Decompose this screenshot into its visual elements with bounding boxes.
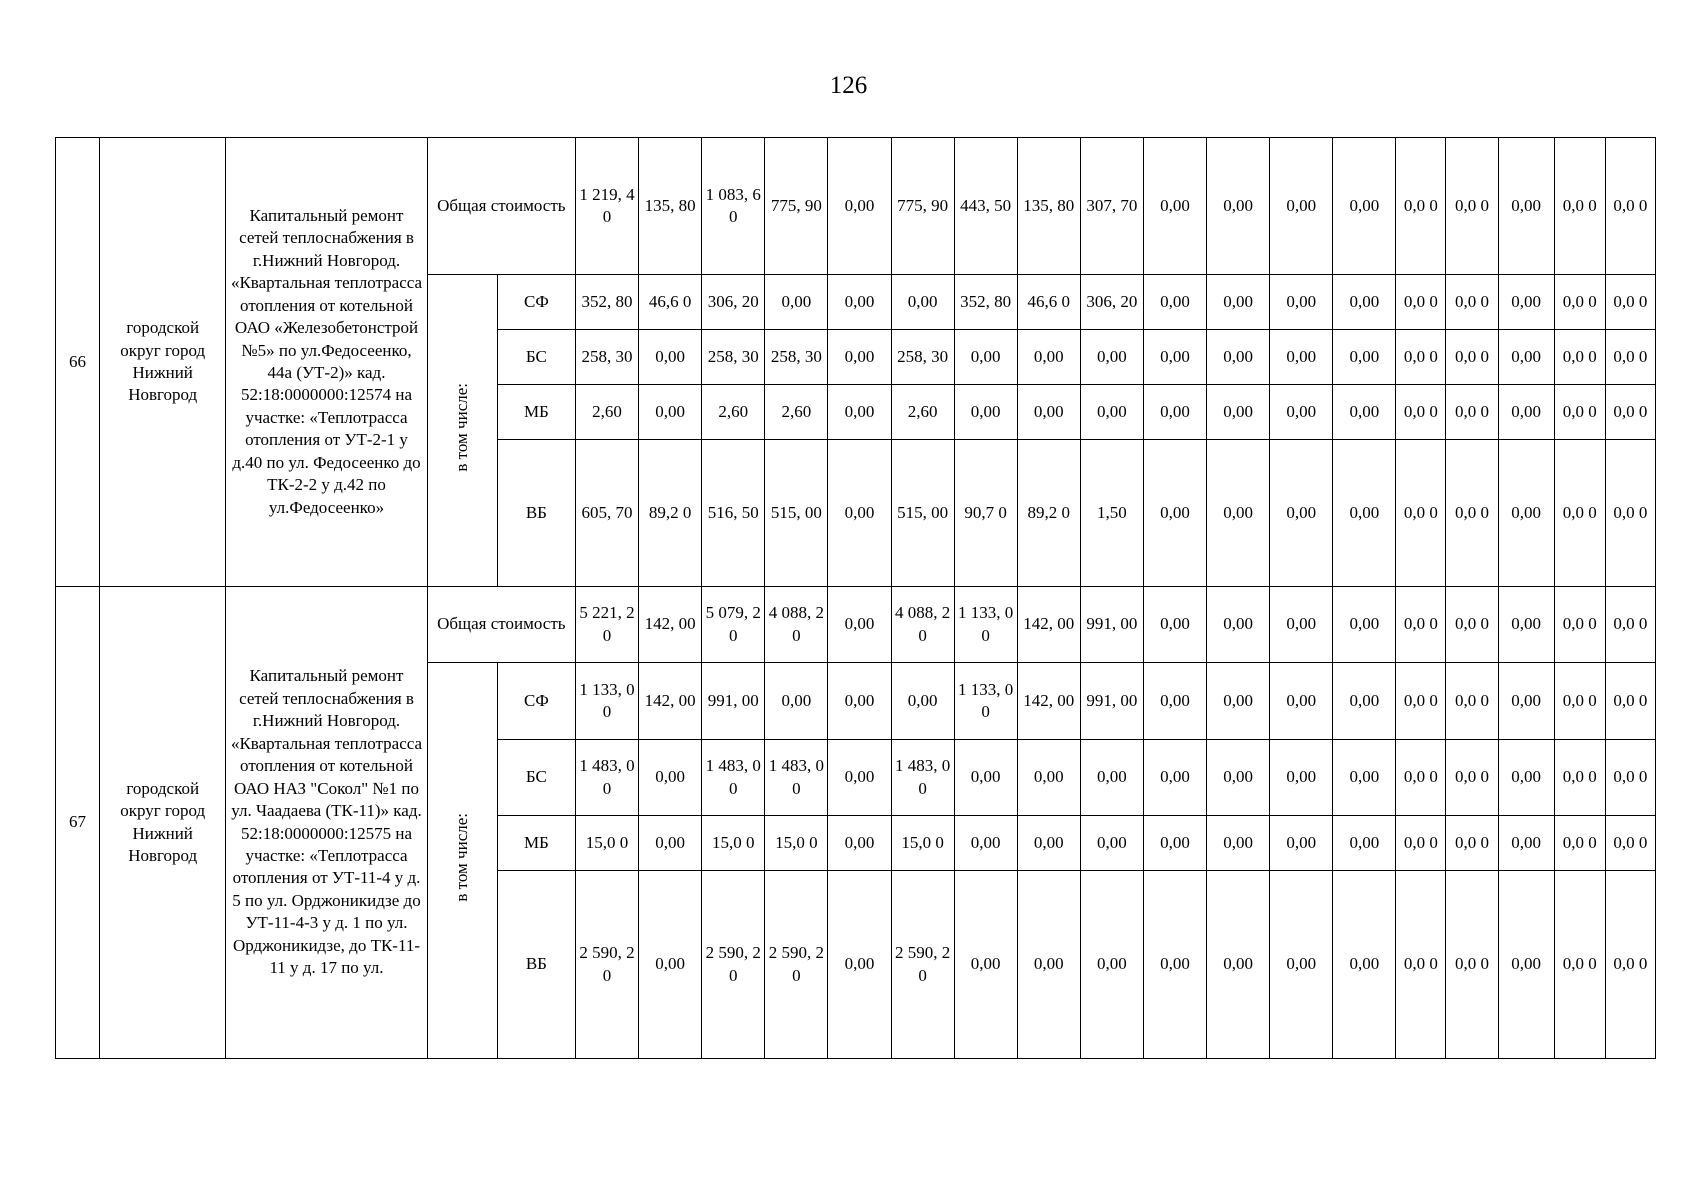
value-cell: 307, 70 [1080, 138, 1143, 275]
value-cell: 0,00 [1207, 663, 1270, 740]
value-cell: 5 079, 20 [702, 587, 765, 663]
value-cell: 15,0 0 [765, 816, 828, 871]
value-cell: 515, 00 [765, 440, 828, 587]
value-cell: 5 221, 20 [575, 587, 638, 663]
value-cell: 0,00 [1207, 871, 1270, 1059]
value-cell: 0,0 0 [1605, 275, 1655, 330]
value-cell: 0,00 [1270, 663, 1333, 740]
source-label: СФ [497, 275, 575, 330]
value-cell: 0,0 0 [1446, 275, 1498, 330]
value-cell: 46,6 0 [639, 275, 702, 330]
total-cost-label: Общая стоимость [427, 138, 575, 275]
value-cell: 0,00 [891, 275, 954, 330]
value-cell: 1 219, 40 [575, 138, 638, 275]
source-label: БС [497, 330, 575, 385]
source-label: МБ [497, 816, 575, 871]
value-cell: 0,0 0 [1605, 138, 1655, 275]
value-cell: 0,00 [1498, 440, 1554, 587]
value-cell: 0,00 [1207, 440, 1270, 587]
value-cell: 0,00 [1498, 385, 1554, 440]
value-cell: 1,50 [1080, 440, 1143, 587]
value-cell: 135, 80 [1017, 138, 1080, 275]
value-cell: 0,0 0 [1554, 816, 1605, 871]
value-cell: 0,00 [1080, 816, 1143, 871]
value-cell: 4 088, 20 [891, 587, 954, 663]
value-cell: 0,00 [954, 385, 1017, 440]
value-cell: 0,00 [1498, 275, 1554, 330]
value-cell: 142, 00 [639, 663, 702, 740]
region-cell: городской округ город Нижний Новгород [100, 138, 226, 587]
value-cell: 0,0 0 [1396, 440, 1446, 587]
value-cell: 4 088, 20 [765, 587, 828, 663]
value-cell: 0,0 0 [1446, 440, 1498, 587]
value-cell: 2,60 [575, 385, 638, 440]
value-cell: 0,00 [1270, 275, 1333, 330]
value-cell: 0,0 0 [1446, 816, 1498, 871]
value-cell: 258, 30 [891, 330, 954, 385]
value-cell: 1 483, 00 [702, 740, 765, 816]
value-cell: 46,6 0 [1017, 275, 1080, 330]
value-cell: 0,00 [1498, 663, 1554, 740]
value-cell: 1 083, 60 [702, 138, 765, 275]
value-cell: 0,00 [1143, 740, 1206, 816]
value-cell: 0,00 [639, 330, 702, 385]
value-cell: 15,0 0 [575, 816, 638, 871]
value-cell: 991, 00 [1080, 663, 1143, 740]
table-row [56, 138, 1656, 275]
value-cell: 0,00 [828, 663, 891, 740]
value-cell: 0,00 [1207, 275, 1270, 330]
value-cell: 1 483, 00 [765, 740, 828, 816]
value-cell: 258, 30 [702, 330, 765, 385]
value-cell: 0,00 [828, 740, 891, 816]
value-cell: 0,0 0 [1446, 871, 1498, 1059]
value-cell: 0,00 [891, 663, 954, 740]
value-cell: 0,00 [1498, 587, 1554, 663]
object-description: Капитальный ремонт сетей теплоснабжения в г.Нижний Новгород. «Квартальная теплотрасса отопления от котельной ОАО «Железобетонстрой №5» по ул.Федосеенко, 44а (УТ-2)» кад. 52:18:0000000:12574 на участке: «Теплотрасса отопления от УТ-2-1 у д.40 по ул. Федосеенко до ТК-2-2 у д.42 по ул.Федосеенко» [226, 138, 427, 587]
value-cell: 0,0 0 [1396, 740, 1446, 816]
value-cell: 0,00 [954, 871, 1017, 1059]
value-cell: 0,00 [1143, 138, 1206, 275]
value-cell: 352, 80 [954, 275, 1017, 330]
value-cell: 0,0 0 [1396, 385, 1446, 440]
value-cell: 0,00 [1080, 871, 1143, 1059]
value-cell: 0,00 [1143, 663, 1206, 740]
value-cell: 0,00 [1498, 871, 1554, 1059]
value-cell: 2,60 [765, 385, 828, 440]
value-cell: 0,00 [639, 816, 702, 871]
value-cell: 0,0 0 [1554, 385, 1605, 440]
value-cell: 0,00 [828, 138, 891, 275]
value-cell: 0,00 [1143, 587, 1206, 663]
value-cell: 775, 90 [765, 138, 828, 275]
value-cell: 0,00 [1207, 816, 1270, 871]
value-cell: 0,00 [1270, 440, 1333, 587]
source-label: МБ [497, 385, 575, 440]
value-cell: 0,00 [1498, 330, 1554, 385]
value-cell: 0,00 [1143, 816, 1206, 871]
value-cell: 0,0 0 [1446, 587, 1498, 663]
value-cell: 1 483, 00 [891, 740, 954, 816]
value-cell: 258, 30 [765, 330, 828, 385]
financing-table [55, 137, 1656, 1059]
value-cell: 0,0 0 [1396, 587, 1446, 663]
value-cell: 605, 70 [575, 440, 638, 587]
value-cell: 0,00 [954, 816, 1017, 871]
value-cell: 1 483, 00 [575, 740, 638, 816]
value-cell: 0,00 [828, 816, 891, 871]
value-cell: 0,00 [1143, 440, 1206, 587]
value-cell: 0,00 [1207, 330, 1270, 385]
value-cell: 0,00 [1080, 740, 1143, 816]
value-cell: 0,00 [1143, 330, 1206, 385]
value-cell: 90,7 0 [954, 440, 1017, 587]
value-cell: 0,0 0 [1554, 275, 1605, 330]
source-label: СФ [497, 663, 575, 740]
in-number-label: в том числе: [452, 812, 472, 902]
in-number-cell [427, 275, 497, 587]
value-cell: 0,0 0 [1446, 740, 1498, 816]
value-cell: 0,00 [1017, 871, 1080, 1059]
value-cell: 0,0 0 [1605, 385, 1655, 440]
value-cell: 0,0 0 [1446, 385, 1498, 440]
value-cell: 0,0 0 [1446, 663, 1498, 740]
in-number-cell [427, 663, 497, 1059]
value-cell: 0,0 0 [1605, 663, 1655, 740]
region-cell: городской округ город Нижний Новгород [100, 587, 226, 1059]
value-cell: 0,0 0 [1554, 138, 1605, 275]
value-cell: 0,00 [828, 330, 891, 385]
value-cell: 2 590, 20 [702, 871, 765, 1059]
value-cell: 0,00 [1017, 385, 1080, 440]
value-cell: 1 133, 00 [575, 663, 638, 740]
value-cell: 0,0 0 [1396, 871, 1446, 1059]
value-cell: 0,00 [1017, 740, 1080, 816]
value-cell: 0,00 [1333, 740, 1396, 816]
value-cell: 0,00 [639, 871, 702, 1059]
value-cell: 0,00 [765, 275, 828, 330]
value-cell: 0,0 0 [1396, 330, 1446, 385]
value-cell: 0,00 [1333, 663, 1396, 740]
value-cell: 258, 30 [575, 330, 638, 385]
value-cell: 2 590, 20 [891, 871, 954, 1059]
value-cell: 515, 00 [891, 440, 954, 587]
value-cell: 306, 20 [1080, 275, 1143, 330]
value-cell: 0,00 [1207, 740, 1270, 816]
value-cell: 0,00 [1333, 138, 1396, 275]
value-cell: 0,00 [1143, 275, 1206, 330]
value-cell: 516, 50 [702, 440, 765, 587]
value-cell: 0,00 [1143, 871, 1206, 1059]
value-cell: 142, 00 [1017, 587, 1080, 663]
value-cell: 1 133, 00 [954, 663, 1017, 740]
value-cell: 775, 90 [891, 138, 954, 275]
value-cell: 0,00 [1498, 740, 1554, 816]
source-label: ВБ [497, 871, 575, 1059]
value-cell: 306, 20 [702, 275, 765, 330]
value-cell: 0,00 [828, 871, 891, 1059]
value-cell: 0,00 [1207, 138, 1270, 275]
source-label: БС [497, 740, 575, 816]
row-number: 66 [56, 138, 100, 587]
value-cell: 0,00 [1270, 587, 1333, 663]
value-cell: 0,0 0 [1554, 330, 1605, 385]
value-cell: 0,0 0 [1554, 871, 1605, 1059]
value-cell: 0,00 [828, 385, 891, 440]
value-cell: 0,0 0 [1605, 871, 1655, 1059]
value-cell: 0,0 0 [1605, 816, 1655, 871]
value-cell: 0,00 [1143, 385, 1206, 440]
value-cell: 0,00 [1270, 871, 1333, 1059]
value-cell: 2,60 [702, 385, 765, 440]
value-cell: 0,00 [828, 440, 891, 587]
value-cell: 89,2 0 [1017, 440, 1080, 587]
value-cell: 0,0 0 [1446, 138, 1498, 275]
value-cell: 0,00 [1270, 330, 1333, 385]
value-cell: 0,00 [639, 740, 702, 816]
value-cell: 0,00 [1207, 587, 1270, 663]
value-cell: 0,0 0 [1605, 740, 1655, 816]
value-cell: 0,0 0 [1396, 816, 1446, 871]
value-cell: 0,0 0 [1554, 740, 1605, 816]
value-cell: 0,0 0 [1446, 330, 1498, 385]
value-cell: 0,00 [954, 740, 1017, 816]
value-cell: 0,00 [828, 275, 891, 330]
value-cell: 0,00 [1017, 330, 1080, 385]
value-cell: 443, 50 [954, 138, 1017, 275]
value-cell: 0,00 [1270, 138, 1333, 275]
value-cell: 2,60 [891, 385, 954, 440]
row-number: 67 [56, 587, 100, 1059]
object-description: Капитальный ремонт сетей теплоснабжения в г.Нижний Новгород. «Квартальная теплотрасса отопления от котельной ОАО НАЗ "Сокол" №1 по ул. Чаадаева (ТК-11)» кад. 52:18:0000000:12575 на участке: «Теплотрасса отопления от УТ-11-4 у д. 5 по ул. Орджоникидзе до УТ-11-4-3 у д. 1 по ул. Орджоникидзе, до ТК-11-11 у д. 17 по ул. [226, 587, 427, 1059]
value-cell: 0,0 0 [1605, 587, 1655, 663]
value-cell: 142, 00 [1017, 663, 1080, 740]
value-cell: 1 133, 00 [954, 587, 1017, 663]
value-cell: 0,00 [1333, 871, 1396, 1059]
value-cell: 0,00 [765, 663, 828, 740]
value-cell: 0,00 [1333, 330, 1396, 385]
value-cell: 0,00 [1498, 138, 1554, 275]
total-cost-label: Общая стоимость [427, 587, 575, 663]
value-cell: 142, 00 [639, 587, 702, 663]
value-cell: 0,0 0 [1554, 587, 1605, 663]
in-number-label: в том числе: [452, 382, 472, 472]
value-cell: 0,00 [828, 587, 891, 663]
value-cell: 0,0 0 [1554, 663, 1605, 740]
value-cell: 0,0 0 [1396, 275, 1446, 330]
value-cell: 0,0 0 [1396, 663, 1446, 740]
page-number: 126 [829, 72, 868, 99]
value-cell: 0,00 [639, 385, 702, 440]
value-cell: 0,00 [1333, 816, 1396, 871]
value-cell: 0,0 0 [1554, 440, 1605, 587]
value-cell: 135, 80 [639, 138, 702, 275]
value-cell: 15,0 0 [702, 816, 765, 871]
value-cell: 0,00 [1270, 385, 1333, 440]
value-cell: 0,00 [1333, 275, 1396, 330]
value-cell: 0,00 [954, 330, 1017, 385]
value-cell: 991, 00 [1080, 587, 1143, 663]
value-cell: 0,00 [1333, 385, 1396, 440]
value-cell: 89,2 0 [639, 440, 702, 587]
value-cell: 2 590, 20 [575, 871, 638, 1059]
value-cell: 15,0 0 [891, 816, 954, 871]
value-cell: 0,00 [1080, 330, 1143, 385]
source-label: ВБ [497, 440, 575, 587]
value-cell: 2 590, 20 [765, 871, 828, 1059]
value-cell: 0,0 0 [1605, 330, 1655, 385]
value-cell: 0,0 0 [1605, 440, 1655, 587]
value-cell: 0,00 [1207, 385, 1270, 440]
value-cell: 991, 00 [702, 663, 765, 740]
table-row [56, 587, 1656, 663]
value-cell: 0,00 [1333, 587, 1396, 663]
value-cell: 352, 80 [575, 275, 638, 330]
value-cell: 0,00 [1017, 816, 1080, 871]
value-cell: 0,0 0 [1396, 138, 1446, 275]
value-cell: 0,00 [1498, 816, 1554, 871]
value-cell: 0,00 [1080, 385, 1143, 440]
value-cell: 0,00 [1270, 740, 1333, 816]
value-cell: 0,00 [1333, 440, 1396, 587]
value-cell: 0,00 [1270, 816, 1333, 871]
